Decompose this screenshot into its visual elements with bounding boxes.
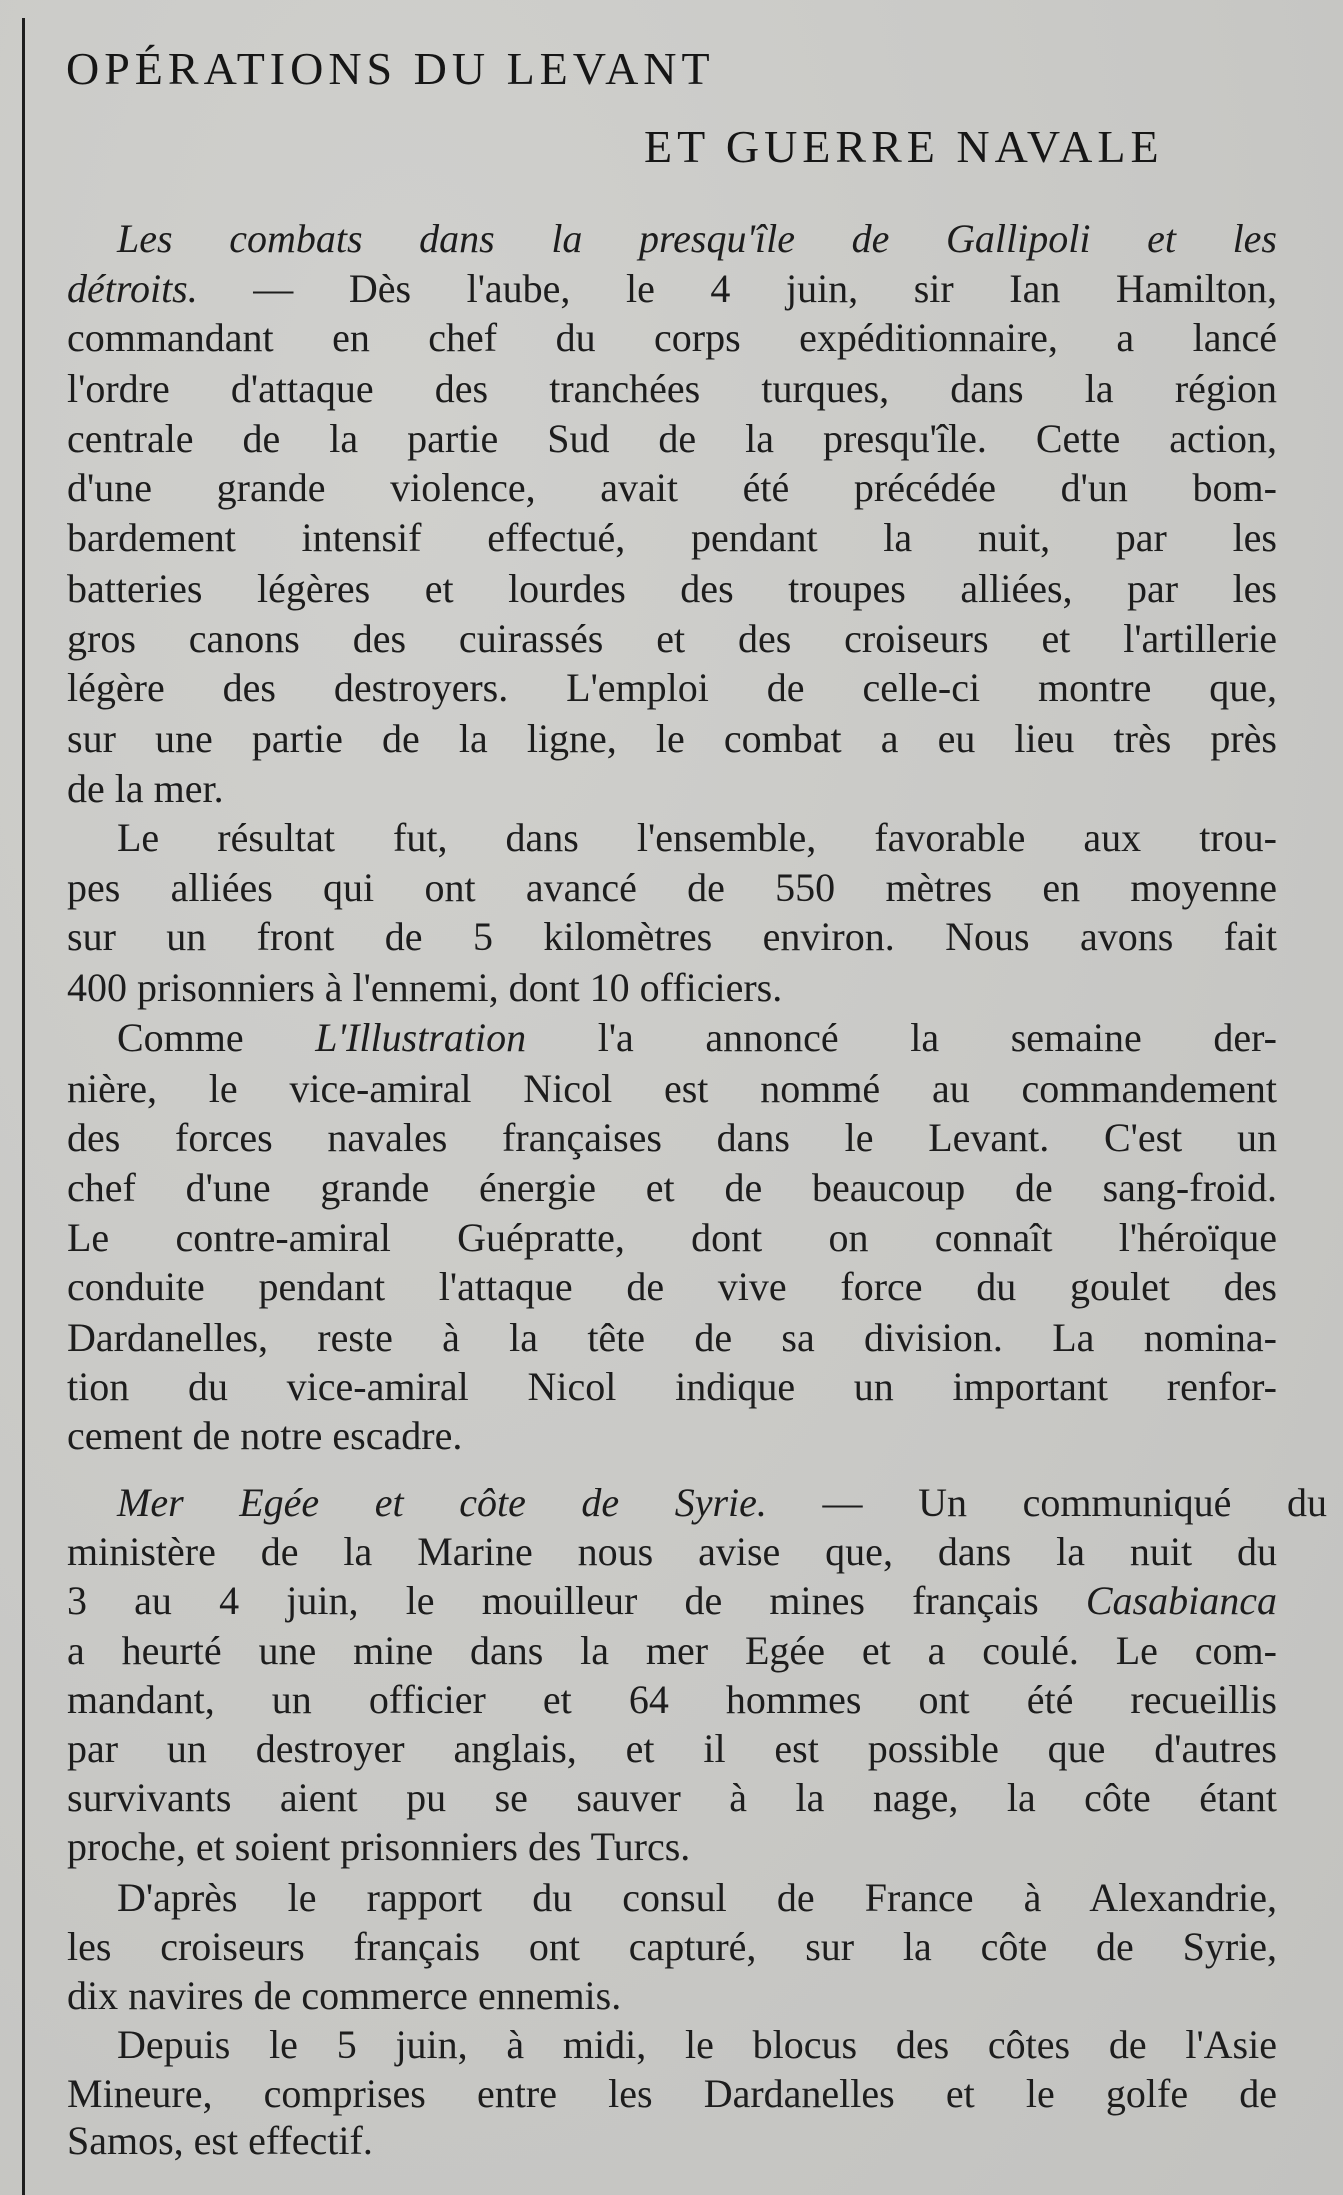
italic-text: Les combats dans la presqu'île de Gallipoli et les — [117, 216, 1277, 261]
text-line: commandant en chef du corps expéditionnaire, a lancé — [67, 315, 1277, 360]
text-line: batteries légères et lourdes des troupes alliées, par les — [67, 566, 1277, 611]
title-line-1: OPÉRATIONS DU LEVANT — [66, 43, 715, 94]
text-line: Mer Egée et côte de Syrie. — Un communiqué du — [116, 1480, 1327, 1525]
text-line: par un destroyer anglais, et il est possible que d'autres — [67, 1726, 1277, 1771]
text-line: sur un front de 5 kilomètres environ. Nous avons fait — [67, 914, 1277, 959]
text-line: conduite pendant l'attaque de vive force du goulet des — [67, 1264, 1277, 1309]
text-line: les croiseurs français ont capturé, sur la côte de Syrie, — [67, 1924, 1277, 1969]
text-line: tion du vice-amiral Nicol indique un important renfor- — [67, 1364, 1277, 1409]
text-line: mandant, un officier et 64 hommes ont été recueillis — [67, 1677, 1277, 1722]
text-line: chef d'une grande énergie et de beaucoup de sang-froid. — [67, 1165, 1277, 1210]
text-line: ministère de la Marine nous avise que, dans la nuit du — [67, 1529, 1277, 1574]
text-line: nière, le vice-amiral Nicol est nommé au commandement — [67, 1066, 1277, 1111]
title-line-2: ET GUERRE NAVALE — [644, 121, 1164, 172]
text-line: gros canons des cuirassés et des croiseurs et l'artillerie — [67, 616, 1277, 661]
text-line: dix navires de commerce ennemis. — [67, 1973, 622, 2018]
text-line: D'après le rapport du consul de France à Alexandrie, — [117, 1875, 1277, 1920]
italic-text: L'Illustration — [315, 1015, 527, 1060]
text-line: bardement intensif effectué, pendant la nuit, par les — [67, 515, 1277, 560]
text-line: Samos, est effectif. — [67, 2118, 373, 2163]
text-line: Dardanelles, reste à la tête de sa division. La nomina- — [67, 1315, 1277, 1360]
text-line: Comme L'Illustration l'a annoncé la semaine der- — [117, 1015, 1277, 1060]
text-line: proche, et soient prisonniers des Turcs. — [67, 1824, 691, 1869]
italic-text: Casabianca — [1085, 1578, 1277, 1623]
text-line: détroits. — Dès l'aube, le 4 juin, sir Ian Hamilton, — [67, 266, 1277, 311]
text-line: Mineure, comprises entre les Dardanelles et le golfe de — [67, 2071, 1277, 2116]
text-line: pes alliées qui ont avancé de 550 mètres en moyenne — [67, 865, 1277, 910]
text-line: l'ordre d'attaque des tranchées turques, dans la région — [67, 366, 1277, 411]
text-line — [67, 214, 1277, 264]
text-line: de la mer. — [67, 766, 224, 811]
text-line: Le contre-amiral Guépratte, dont on connaît l'héroïque — [67, 1215, 1277, 1260]
text-line: Le résultat fut, dans l'ensemble, favorable aux trou- — [117, 815, 1277, 860]
text-line: des forces navales françaises dans le Levant. C'est un — [67, 1115, 1277, 1160]
column-rule — [22, 18, 25, 2195]
italic-text: Mer Egée et côte de Syrie. — [116, 1480, 767, 1525]
text-line: sur une partie de la ligne, le combat a eu lieu très près — [67, 716, 1277, 761]
text-line: légère des destroyers. L'emploi de celle-ci montre que, — [67, 665, 1277, 710]
text-line: centrale de la partie Sud de la presqu'île. Cette action, — [67, 416, 1277, 461]
text-line: 3 au 4 juin, le mouilleur de mines français Casabianca — [67, 1578, 1277, 1623]
text-line: survivants aient pu se sauver à la nage, la côte étant — [67, 1775, 1277, 1820]
text-line: d'une grande violence, avait été précédée d'un bom- — [67, 465, 1277, 510]
text-line: a heurté une mine dans la mer Egée et a coulé. Le com- — [67, 1628, 1277, 1673]
italic-text: détroits. — [67, 266, 198, 311]
text-line: cement de notre escadre. — [67, 1413, 463, 1458]
text-line: Depuis le 5 juin, à midi, le blocus des côtes de l'Asie — [117, 2022, 1277, 2067]
text-line: 400 prisonniers à l'ennemi, dont 10 officiers. — [67, 965, 783, 1010]
